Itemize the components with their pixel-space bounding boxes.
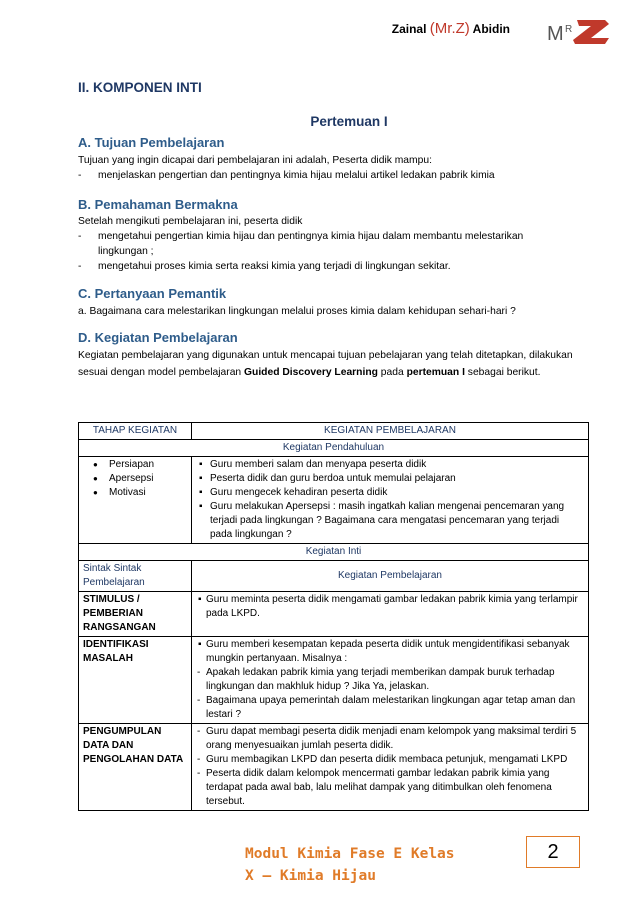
- table-row: STIMULUS / PEMBERIAN RANGSANGAN ▪ Guru meminta peserta didik mengamati gambar ledakan pabrik kimia yang terlampir pada LKPD.: [79, 592, 589, 637]
- intro-stage-list: ● Persiapan ● Apersepsi ● Motivasi: [83, 458, 187, 500]
- header-stage: TAHAP KEGIATAN: [79, 423, 192, 440]
- section-title: II. KOMPONEN INTI: [78, 80, 202, 95]
- understanding-item: - mengetahui pengertian kimia hijau dan pentingnya kimia hijau dalam membantu melestarikan lingkungan ;: [78, 231, 524, 257]
- intro-activity-list: ▪ Guru memberi salam dan menyapa peserta didik ▪ Peserta didik dan guru berdoa untuk memulai pelajaran ▪ Guru mengecek kehadiran peserta didik ▪ Guru melakukan Apersepsi : masih ingatkah kalian mengenai pencemaran yang terjadi pada lingkungan ? Bagaimana cara mengatasi pencemaran yang terjadi pada lingkungan ?: [196, 458, 584, 542]
- activities-table: [78, 422, 589, 811]
- question-heading: C. Pertanyaan Pemantik: [78, 286, 227, 301]
- svg-text:M: M: [547, 23, 564, 45]
- page-number: 2: [526, 836, 580, 868]
- header-activities: KEGIATAN PEMBELAJARAN: [192, 423, 589, 440]
- objectives-intro: Tujuan yang ingin dicapai dari pembelajaran ini adalah, Peserta didik mampu:: [78, 155, 432, 166]
- understanding-intro: Setelah mengikuti pembelajaran ini, peserta didik: [78, 216, 303, 227]
- author-name: Zainal (Mr.Z) Abidin: [391, 20, 510, 37]
- activities-heading: D. Kegiatan Pembelajaran: [78, 330, 238, 345]
- page-header: [0, 14, 638, 54]
- stage-stimulus: STIMULUS / PEMBERIAN RANGSANGAN: [79, 592, 192, 637]
- table-row: [79, 457, 589, 544]
- understanding-item: - mengetahui proses kimia serta reaksi kimia yang terjadi di lingkungan sekitar.: [78, 261, 451, 272]
- question-item: a. Bagaimana cara melestarikan lingkungan melalui proses kimia dalam kehidupan sehari-hari ?: [78, 306, 516, 317]
- mrz-logo: [543, 14, 613, 48]
- meeting-title: Pertemuan I: [310, 114, 388, 129]
- activity-label: Kegiatan Pembelajaran: [192, 561, 589, 592]
- table-row: IDENTIFIKASI MASALAH ▪ Guru memberi kesempatan kepada peserta didik untuk mengidentifikasi sebanyak mungkin pertanyaan. Misalnya : - Apakah ledakan pabrik kimia yang terjadi memberikan dampak buruk terhadap lingkungan dan makhluk hidup ? Jika Ya, jelaskan. - Bagaimana upaya pemerintah dalam melestarikan lingkungan agar tetap aman dan lestari ?: [79, 637, 589, 724]
- svg-text:R: R: [565, 24, 573, 35]
- stage-identification: IDENTIFIKASI MASALAH: [79, 637, 192, 724]
- table-row: PENGUMPULAN DATA DAN PENGOLAHAN DATA - Guru dapat membagi peserta didik menjadi enam kelompok yang maksimal terdiri 5 orang menyesuaikan jumlah peserta didik. - Guru membagikan LKPD dan peserta didik membaca petunjuk, mengamati LKPD - Peserta didik dalam kelompok mencermati gambar ledakan pabrik kimia yang terdapat pada awal bab, lalu melihat dampak yang ditimbulkan oleh fenomena tersebut.: [79, 724, 589, 811]
- stage-data-collection: PENGUMPULAN DATA DAN PENGOLAHAN DATA: [79, 724, 192, 811]
- objectives-heading: A. Tujuan Pembelajaran: [78, 135, 225, 150]
- learning-model: Guided Discovery Learning: [244, 366, 378, 378]
- syntax-label: Sintak Sintak Pembelajaran: [79, 561, 192, 592]
- module-footer: Modul Kimia Fase E Kelas X – Kimia Hijau: [245, 846, 455, 884]
- phase-intro: Kegiatan Pendahuluan: [79, 440, 589, 457]
- objective-item: - menjelaskan pengertian dan pentingnya kimia hijau melalui artikel ledakan pabrik kimia: [78, 170, 495, 181]
- phase-core: Kegiatan Inti: [79, 544, 589, 561]
- table-row: [79, 561, 589, 592]
- author-nickname: (Mr.Z): [429, 20, 470, 37]
- activities-description: Kegiatan pembelajaran yang digunakan untuk mencapai tujuan pebelajaran yang telah ditetapkan, dilakukan sesuai dengan model pembelajaran Guided Discovery Learning pada pertemuan I sebagai berikut.: [78, 350, 573, 378]
- understanding-heading: B. Pemahaman Bermakna: [78, 197, 238, 212]
- table-header-row: [79, 423, 589, 440]
